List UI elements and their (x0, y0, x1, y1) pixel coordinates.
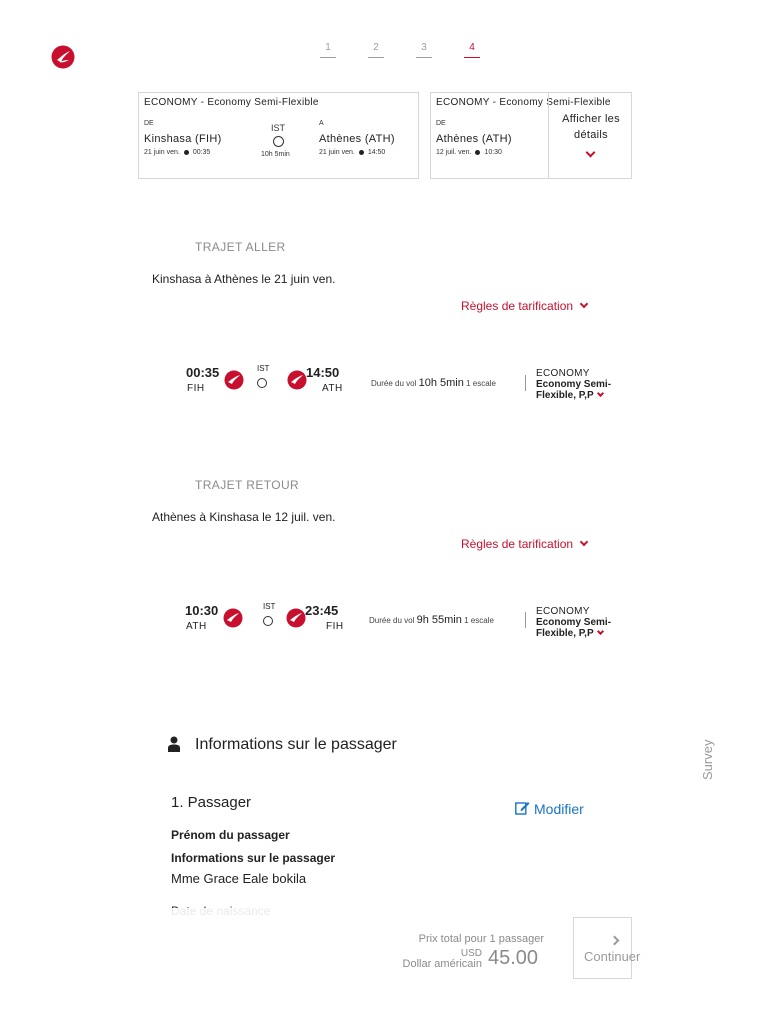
outbound-to-city: Athènes (ATH) (319, 133, 395, 145)
step-1[interactable]: 1 (320, 42, 336, 58)
step-3[interactable]: 3 (416, 42, 432, 58)
outbound-fare: Economy Semi-Flexible, P,P (536, 379, 612, 401)
outbound-arr-code: ATH (322, 383, 343, 394)
inbound-route-description: Athènes à Kinshasa le 12 juil. ven. (152, 510, 336, 524)
outbound-from-city: Kinshasa (FIH) (144, 133, 222, 145)
airline-logo-icon (287, 370, 307, 390)
inbound-fare: Economy Semi-Flexible, P,P (536, 617, 612, 639)
inbound-duration-info: Durée du vol 9h 55min 1 escale (369, 614, 494, 626)
outbound-duration-info: Durée du vol 10h 5min 1 escale (371, 377, 496, 389)
outbound-duration: 10h 5min (261, 151, 290, 158)
outbound-to-label: A (319, 120, 324, 127)
edit-icon (515, 801, 530, 815)
inbound-cabin-info[interactable] (536, 606, 626, 639)
passenger-number-title: 1. Passager (171, 794, 252, 811)
inbound-from-label: DE (436, 120, 446, 127)
total-amount: 45.00 (488, 947, 539, 969)
chevron-down-icon (597, 390, 604, 397)
total-price-label: Prix total pour 1 passager (418, 933, 544, 945)
currency-name: Dollar américain (402, 958, 482, 970)
passenger-name-value: Mme Grace Eale bokila (171, 871, 307, 886)
outbound-summary-cabin: ECONOMY - Economy Semi-Flexible (144, 97, 319, 108)
chevron-down-icon (580, 538, 588, 546)
inbound-dep-datetime: 12 juil. ven. 10:30 (436, 149, 502, 156)
outbound-from-label: DE (144, 120, 154, 127)
continue-label: Continuer (584, 949, 641, 964)
first-name-label: Prénom du passager (171, 828, 290, 842)
outbound-arr-datetime: 21 juin ven. 14:50 (319, 149, 386, 156)
outbound-summary-card (138, 92, 419, 179)
inbound-from-city: Athènes (ATH) (436, 133, 512, 145)
passenger-info-label: Informations sur le passager (171, 851, 336, 865)
stopover-circle-icon (263, 616, 273, 626)
inbound-dep-code: ATH (186, 621, 207, 632)
user-icon (168, 736, 180, 752)
outbound-fare-rules-link[interactable]: Règles de tarification (461, 299, 587, 313)
chevron-down-icon (586, 148, 596, 158)
airline-logo-icon (286, 608, 306, 628)
step-indicator (0, 42, 768, 62)
chevron-right-icon (610, 936, 620, 946)
inbound-summary-cabin: ECONOMY - Economy Semi-Flexible (436, 97, 611, 108)
outbound-arr-time: 14:50 (306, 365, 340, 380)
inbound-arr-time: 23:45 (305, 603, 339, 618)
outbound-cabin: ECONOMY (536, 368, 590, 379)
outbound-route-description: Kinshasa à Athènes le 21 juin ven. (152, 272, 336, 286)
outbound-via-code: IST (257, 364, 270, 373)
airline-logo-icon (224, 370, 244, 390)
outbound-section-title: TRAJET ALLER (195, 240, 286, 254)
outbound-dep-time: 00:35 (186, 365, 220, 380)
stopover-circle-icon (273, 136, 284, 147)
inbound-dep-time: 10:30 (185, 603, 219, 618)
modify-passenger-button[interactable]: Modifier (515, 801, 584, 817)
chevron-down-icon (580, 300, 588, 308)
divider (525, 375, 526, 391)
currency-code: USD (460, 948, 482, 959)
inbound-section-title: TRAJET RETOUR (195, 478, 300, 492)
step-2[interactable]: 2 (368, 42, 384, 58)
outbound-via: IST (271, 123, 286, 133)
show-details-label: Afficher les détails (562, 113, 620, 141)
survey-tab[interactable]: Survey (700, 739, 715, 780)
footer-bar (0, 908, 768, 1024)
continue-button[interactable] (573, 917, 641, 979)
divider (525, 612, 526, 628)
outbound-cabin-info[interactable] (536, 368, 626, 401)
show-details-button[interactable] (548, 92, 632, 179)
stopover-circle-icon (257, 378, 267, 388)
inbound-fare-rules-link[interactable]: Règles de tarification (461, 537, 587, 551)
passenger-section-title: Informations sur le passager (195, 736, 397, 753)
airline-logo-icon (223, 608, 243, 628)
inbound-via-code: IST (263, 602, 276, 611)
outbound-dep-datetime: 21 juin ven. 00:35 (144, 149, 211, 156)
inbound-cabin: ECONOMY (536, 606, 590, 617)
outbound-dep-code: FIH (187, 383, 205, 394)
inbound-arr-code: FIH (326, 621, 344, 632)
chevron-down-icon (597, 628, 604, 635)
step-4-active[interactable]: 4 (464, 42, 480, 58)
